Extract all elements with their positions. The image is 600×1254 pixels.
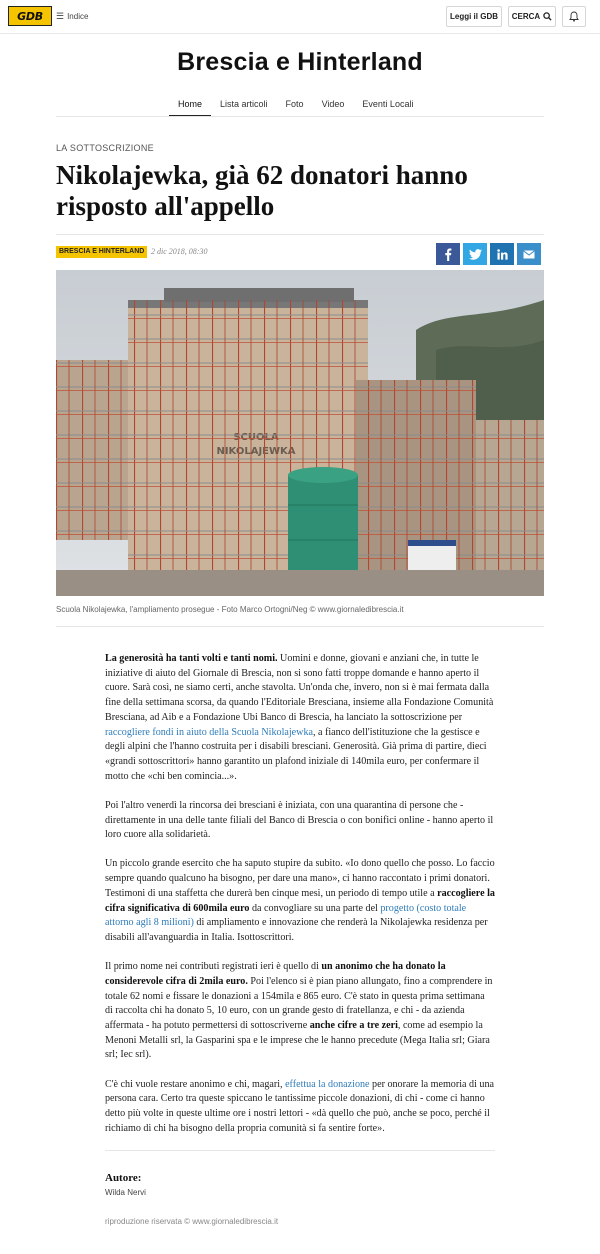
paragraph-text: , a fianco dell'istituzione che la gestisce e degli alpini che l'hanno costruita per i disabili bresciani. Generosità. Già prima di partire, dieci «grandi sottoscrittori» hanno garantito un plafond iniziale di 140mila euro, per confermare il motto che «chi ben comincia...». [105,726,487,782]
share-linkedin-button[interactable] [490,243,514,265]
twitter-icon [469,249,482,260]
tab-eventi-locali[interactable]: Eventi Locali [362,99,414,109]
building-scaffold-photo [56,270,544,596]
paragraph-text: C'è chi vuole restare anonimo e chi, magari, [105,1078,286,1090]
link-raccogliere-fondi[interactable]: raccogliere fondi in aiuto della Scuola Nikolajewka [105,726,313,738]
author-name[interactable]: Wilda Nervi [105,1188,146,1197]
paragraph-4 [105,960,495,1063]
copyright-note: riproduzione riservata © www.giornaledibrescia.it [105,1217,279,1226]
notifications-button[interactable] [562,6,586,27]
paragraph-text: da convogliare su una parte del [249,902,381,914]
nav-divider [56,116,544,117]
search-icon [543,12,552,21]
paragraph-text: Uomini e donne, giovani e anziani che, in tutte le iniziative di aiuto del Giornale di Brescia, non si sono fatti troppe domande e hanno aperto il cuore. Sarà così, ne siamo certi, anche stavolta. Un'onda che, invero, non si è mai fermata dalla fine della settimana scorsa, da quando l'Editoriale Bresciana, insieme alla Fondazione Comunità Bresciana, ad Aib e a Fondazione Ubi Banco di Brescia, ha lanciato la sottoscrizione per [105,653,494,723]
search-button[interactable] [508,6,556,27]
leggi-il-gdb-button[interactable]: Leggi il GDB [446,6,502,27]
tab-home[interactable]: Home [169,93,211,117]
paragraph-3 [105,857,495,945]
paragraph-text: Un piccolo grande esercito che ha saputo stupire da subito. «Io dono quello che posso. Lo faccio sempre quando qualcuno ha bisogno, per dare una mano», ci hanno raccontato i primi donatori. Testimoni di una staffetta che durerà ben cinque mesi, un periodo di tempo utile a [105,858,495,899]
article-end-divider [105,1150,495,1151]
paragraph-5 [105,1078,495,1137]
menu-button[interactable] [56,8,88,24]
paragraph-text: per onorare la memoria di una persona cara. Certo tra queste spiccano le tantissime piccole donazioni, di chi - come ci hanno detto più volte in queste ultime ore i nostri lettori - «dà quello che può, anche se poco, perché il richiamo di chi ha bisogno della propria comunità si fa sentire forte». [105,1078,494,1134]
tab-lista-articoli[interactable]: Lista articoli [220,99,268,109]
paragraph-text: , come ad esempio la Menoni Metalli srl, la Gasparini spa e le imprese che le hanno precedute (Mega Italia srl; Giara srl; Iec srl). [105,1019,490,1061]
facebook-icon [444,248,452,261]
article-photo[interactable] [56,270,544,596]
bold-text: raccogliere la cifra significativa di 600mila euro [105,887,495,914]
caption-divider [56,626,544,627]
paragraph-2 [105,799,495,843]
top-bar [0,0,600,34]
category-badge[interactable]: BRESCIA E HINTERLAND [56,246,147,258]
article-body [105,652,495,1151]
tab-video[interactable]: Video [321,99,345,109]
share-mail-button[interactable] [517,243,541,265]
paragraph-text: di ampliamento e innovazione che renderà la Nikolajewka residenza per disabili all'avanguardia in Italia. Isottoscrittori. [105,917,488,943]
author-label: Autore: [105,1172,142,1184]
menu-icon: ☰ [56,10,65,21]
share-facebook-button[interactable] [436,243,460,265]
linkedin-icon [497,249,508,260]
article-kicker: LA SOTTOSCRIZIONE [56,143,154,153]
photo-caption: Scuola Nikolajewka, l'ampliamento prosegue - Foto Marco Ortogni/Neg © www.giornaledibrescia.it [56,605,404,614]
bold-text: anche cifre a tre zeri [309,1019,398,1031]
paragraph-text: Il primo nome nei contributi registrati ieri è quello di [105,961,322,973]
paragraph-1 [105,652,495,784]
bold-text: un anonimo che ha donato la considerevole cifra di 2mila euro. [105,961,446,987]
share-twitter-button[interactable] [463,243,487,265]
lead-sentence: La generosità ha tanti volti e tanti nomi. [105,653,278,664]
article-headline: Nikolajewka, già 62 donatori hanno risposto all'appello [56,160,468,221]
headline-divider [56,234,544,235]
mail-icon [523,250,535,259]
link-effettua-donazione[interactable]: effettua la donazione [285,1078,370,1090]
paragraph-text: Poi l'elenco si è pian piano allungato, fino a comprendere in totale 62 nomi e fissare le donazioni a 154mila e 865 euro. C'è stato in questa prima settimana di raccolta chi ha donato 5, 10 euro, con un grande gesto di fratellanza, e chi - da azienda affermata - ha potuto permettersi di sottoscriverne [105,975,493,1031]
menu-label: Indice [67,11,89,21]
paragraph-text: Poi l'altro venerdì la rincorsa dei bresciani è iniziata, con una quarantina di persone che - direttamente in una delle tante filiali del Banco di Brescia o con bonifici online - hanno aperto il loro cuore alla solidarietà. [105,799,494,841]
publish-date: 2 dic 2018, 08:30 [151,247,208,256]
section-title: Brescia e Hinterland [177,48,423,76]
tab-foto[interactable]: Foto [285,99,304,109]
gdb-logo[interactable]: GDB [8,6,52,26]
search-label: CERCA [511,12,541,21]
section-nav [169,93,422,117]
link-progetto[interactable]: progetto (costo totale attorno agli 8 milioni) [105,902,467,929]
bell-icon [569,11,579,22]
